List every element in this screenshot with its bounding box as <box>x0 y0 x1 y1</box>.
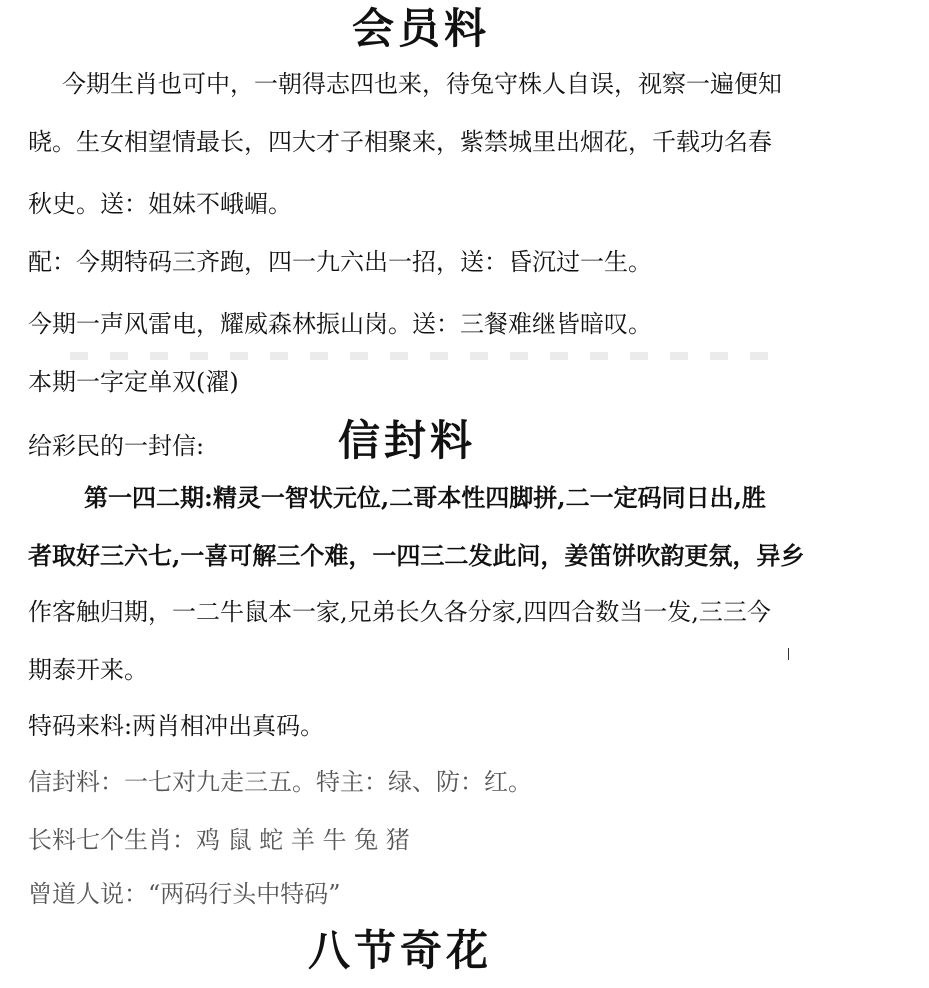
letter-paragraph-line-3: 作客触归期，一二牛鼠本一家,兄弟长久各分家,四四合数当一发,三三今 <box>28 598 771 626</box>
letter-paragraph-line-2: 者取好三六七,一喜可解三个难，一四三二发此问，姜笛饼吹韵更氛，异乡 <box>28 541 805 570</box>
quote-line: 曾道人说：“两码行头中特码” <box>28 880 341 908</box>
scan-speck <box>788 648 789 660</box>
member-paragraph-line-2: 晓。生女相望情最长，四大才子相聚来，紫禁城里出烟花，千载功名春 <box>28 128 772 156</box>
member-paragraph-line-1: 今期生肖也可中，一朝得志四也来，待兔守株人自误，视察一遍便知 <box>62 70 782 98</box>
special-code-line: 特码来料:两肖相冲出真码。 <box>28 712 325 740</box>
letter-section-title: 信封料 <box>338 416 477 465</box>
odd-even-line: 本期一字定单双(濯) <box>28 368 239 396</box>
thunder-line: 今期一声风雷电，耀威森林振山岗。送：三餐难继皆暗叹。 <box>28 310 652 338</box>
scan-artifact <box>70 352 770 360</box>
pairing-line: 配：今期特码三齐跑，四一九六出一招，送：昏沉过一生。 <box>28 248 652 276</box>
member-paragraph-line-3: 秋史。送：姐妹不峨嵋。 <box>28 190 292 218</box>
letter-paragraph-line-4: 期泰开来。 <box>28 656 148 684</box>
letter-intro: 给彩民的一封信: <box>28 432 205 460</box>
zodiac-line: 长料七个生肖：鸡 鼠 蛇 羊 牛 兔 猪 <box>28 826 410 854</box>
member-section-title: 会员料 <box>352 4 491 53</box>
letter-paragraph-line-1: 第一四二期:精灵一智状元位,二哥本性四脚拼,二一定码同日出,胜 <box>84 483 766 512</box>
footer-section-title: 八节奇花 <box>308 926 493 975</box>
envelope-line: 信封料：一七对九走三五。特主：绿、防：红。 <box>28 768 532 796</box>
